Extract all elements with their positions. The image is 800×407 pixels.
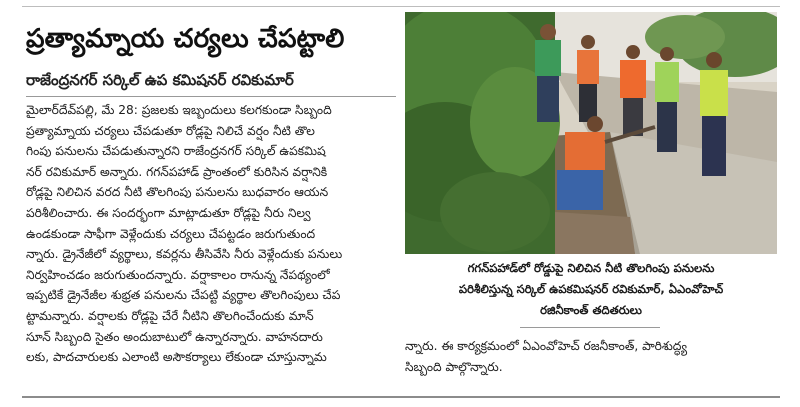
article-subheadline: రాజేంద్రనగర్ సర్కిల్ ఉప కమిషనర్ రవికుమార్: [26, 71, 294, 89]
body-line: నర్ రవికుమార్ అన్నారు. గగన్‌పహాడ్ ప్రాంతంలో కురిసిన వర్షానికి: [26, 164, 328, 179]
body-line: న్నారు. డ్రైనేజీలో వ్యర్థాలు, కవర్లను తీసివేసి నీరు వెళ్లేందుకు పనులు: [26, 247, 343, 262]
body-line: న్నారు. ఈ కార్యక్రమంలో ఏఎంవోహెచ్ రజనీకాంత్, పారిశుద్ధ్య: [405, 339, 688, 353]
caption-line: రజినీకాంత్ తదితరులు: [540, 303, 642, 317]
article-body-continuation: [405, 336, 777, 382]
body-line: నిర్వహించడం జరుగుతుందన్నారు. వర్షాకాలం రానున్న నేపథ్యంలో: [26, 267, 330, 282]
article-photo: [405, 12, 777, 254]
body-line: మైలార్‌దేవ్‌పల్లి, మే 28: ప్రజలకు ఇబ్బందులు కలగకుండా సిబ్బంది: [26, 103, 332, 117]
caption-line: గగన్‌పహాడ్‌లో రోడ్డుపై నిలిచిన నీటి తొలగింపు పనులను: [467, 261, 715, 275]
body-line: లకు, పాదచారులకు ఎలాంటి అసౌకర్యాలు లేకుండా చూస్తున్నామ: [26, 350, 327, 365]
body-line: ఉండకుండా సాఫీగా వెళ్లేందుకు చర్యలు చేపట్టడం జరుగుతుంద: [26, 226, 316, 241]
article-headline: ప్రత్యామ్నాయ చర్యలు చేపట్టాలి: [26, 24, 345, 54]
bottom-rule: [22, 396, 780, 398]
body-line: సిబ్బంది పాల్గొన్నారు.: [405, 360, 503, 374]
subheadline-rule: [26, 96, 396, 97]
body-line: ట్టామన్నారు. వర్షాలకు రోడ్లపై చేరే నీటిని తొలగించేందుకు మాన్: [26, 308, 314, 323]
body-line: సూన్ సిబ్బంది సైతం అందుబాటులో ఉన్నారన్నారు. వాహనదారు: [26, 329, 323, 344]
caption-rule: [520, 327, 660, 328]
photo-caption: [405, 258, 777, 322]
body-line: పరిశీలించారు. ఈ సందర్భంగా మాట్లాడుతూ రోడ్లపై నీరు నిల్వ: [26, 205, 311, 220]
top-rule: [22, 6, 780, 7]
caption-line: పరిశీలిస్తున్న సర్కిల్ ఉపకమిషనర్ రవికుమార్, ఏఎంవోహెచ్: [458, 282, 724, 296]
body-line: రోడ్లపై నిలిచిన వరద నీటి తొలగింపు పనులను బుధవారం ఆయన: [26, 185, 329, 200]
body-line: గింపు పనులను చేపడుతున్నారని రాజేంద్రనగర్ సర్కిల్ ఉపకమిష: [26, 144, 326, 159]
drain-cleaning-photo: [405, 12, 777, 254]
body-line: ప్రత్యామ్నాయ చర్యలు చేపడుతూ రోడ్లపై నిలిచే వర్షం నీటి తొల: [26, 123, 315, 138]
body-line: ఇప్పటికే డ్రైనేజీల శుభ్రత పనులను చేపట్టి వ్యర్థాల తొలగింపులు చేప: [26, 288, 341, 303]
article-body: [26, 100, 398, 390]
